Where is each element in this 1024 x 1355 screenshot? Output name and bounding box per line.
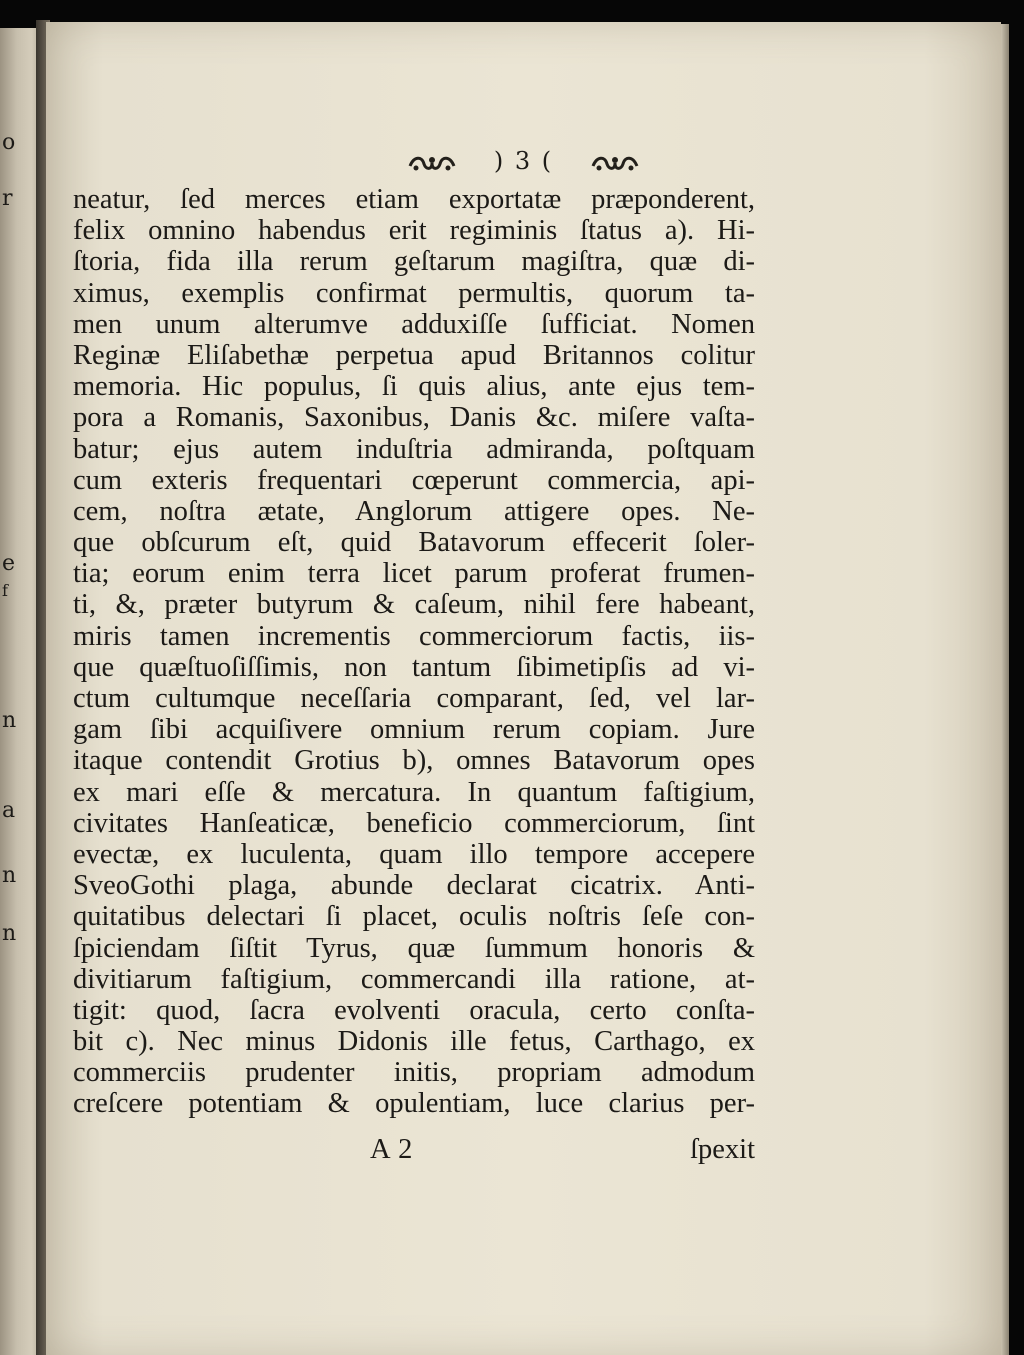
- text-line: tia; eorum enim terra licet parum proferat frumen-: [73, 558, 755, 590]
- text-line: batur; ejus autem induſtria admiranda, poſtquam: [73, 433, 755, 465]
- signature-mark: A 2: [370, 1134, 414, 1165]
- text-line: ximus, exemplis confirmat permultis, quorum ta-: [73, 277, 755, 309]
- page-footer: [73, 1134, 755, 1165]
- text-line: itaque contendit Grotius b), omnes Batavorum opes: [73, 745, 755, 777]
- text-line: commerciis prudenter initis, propriam admodum: [73, 1057, 755, 1089]
- text-line: ſpiciendam ſiſtit Tyrus, quæ ſummum honoris &: [73, 932, 755, 964]
- facing-page-fragment: e: [2, 551, 16, 576]
- facing-page-fragment: a: [2, 798, 16, 823]
- text-line: cem, noſtra ætate, Anglorum attigere opes. Ne-: [73, 495, 755, 527]
- fleuron-ornament-left-icon: [406, 152, 458, 174]
- text-line: memoria. Hic populus, ſi quis alius, ante ejus tem-: [73, 371, 755, 403]
- text-line: ti, &, præter butyrum & caſeum, nihil fere habeant,: [73, 589, 755, 621]
- text-line: cum exteris frequentari cœperunt commercia, api-: [73, 464, 755, 496]
- catchword: ſpexit: [690, 1134, 755, 1165]
- facing-page-fragment: o: [2, 130, 16, 155]
- text-line: pora a Romanis, Saxonibus, Danis &c. miſere vaſta-: [73, 402, 755, 434]
- text-line: que quæſtuoſiſſimis, non tantum ſibimetipſis ad vi-: [73, 651, 755, 683]
- facing-page-fragment: r: [2, 186, 13, 211]
- text-line: ex mari eſſe & mercatura. In quantum faſtigium,: [73, 776, 755, 808]
- facing-page-fragment: n: [2, 708, 17, 733]
- text-line: ſtoria, fida illa rerum geſtarum magiſtra, quæ di-: [73, 246, 755, 278]
- text-line: evectæ, ex luculenta, quam illo tempore accepere: [73, 838, 755, 870]
- page-number: ) 3 (: [493, 147, 554, 175]
- facing-page-fragment: n: [2, 863, 17, 888]
- text-line: tigit: quod, ſacra evolventi oracula, certo conſta-: [73, 994, 755, 1026]
- text-line: ctum cultumque neceſſaria comparant, ſed, vel lar-: [73, 683, 755, 714]
- text-line: Reginæ Eliſabethæ perpetua apud Britannos colitur: [73, 339, 755, 371]
- text-line: divitiarum faſtigium, commercandi illa ratione, at-: [73, 963, 755, 995]
- text-line: men unum alterumve adduxiſſe ſufficiat. Nomen: [73, 308, 755, 340]
- text-line: gam ſibi acquiſivere omnium rerum copiam. Jure: [73, 714, 755, 746]
- text-line: que obſcurum eſt, quid Batavorum effecerit ſoler-: [73, 527, 755, 559]
- facing-page-fragment: f: [2, 581, 8, 600]
- text-line: miris tamen incrementis commerciorum factis, iis-: [73, 620, 755, 652]
- text-line: creſcere potentiam & opulentiam, luce clarius per-: [73, 1088, 755, 1120]
- page-edge-shadow: [1001, 24, 1009, 1355]
- running-header: [46, 147, 1001, 175]
- text-line: bit c). Nec minus Didonis ille fetus, Carthago, ex: [73, 1026, 755, 1058]
- body-text: [73, 184, 755, 1120]
- text-line: neatur, ſed merces etiam exportatæ præponderent,: [73, 184, 755, 215]
- text-line: SveoGothi plaga, abunde declarat cicatrix. Anti-: [73, 870, 755, 902]
- fleuron-ornament-right-icon: [589, 152, 641, 174]
- page: [46, 22, 1001, 1355]
- text-line: civitates Hanſeaticæ, beneficio commerciorum, ſint: [73, 807, 755, 839]
- text-line: quitatibus delectari ſi placet, oculis noſtris ſeſe con-: [73, 901, 755, 933]
- facing-page-fragment: n: [2, 921, 17, 946]
- text-line: felix omnino habendus erit regiminis ſtatus a). Hi-: [73, 215, 755, 247]
